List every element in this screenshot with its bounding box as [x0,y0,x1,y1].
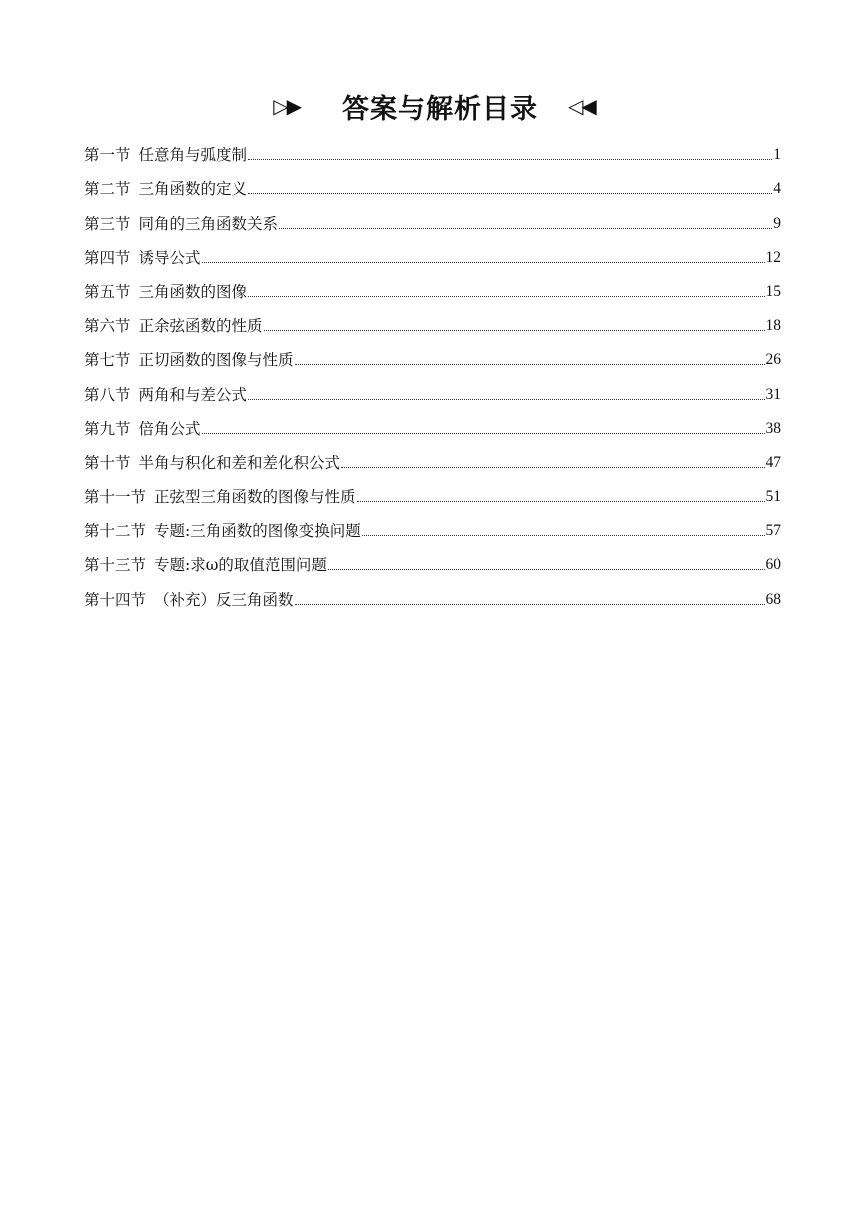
toc-section-number: 第九节 [84,419,131,438]
toc-dot-leader [279,228,772,229]
toc-section-title: 半角与积化和差和差化积公式 [138,453,341,472]
toc-page-number: 9 [773,214,781,232]
toc-page-number: 60 [765,556,781,574]
toc-section-number: 第一节 [84,146,131,165]
toc-dot-leader [248,296,764,297]
toc-section-number: 第二节 [84,180,131,199]
toc-section-number: 第五节 [84,282,131,301]
toc-dot-leader [341,467,764,468]
toc-section-title: 任意角与弧度制 [138,146,248,165]
right-triangle-icon: ▷▶ [273,94,300,118]
toc-section-number: 第十一节 [84,488,147,507]
toc-entry[interactable] [84,302,781,336]
toc-dot-leader [357,501,765,502]
toc-dot-leader [248,159,772,160]
toc-section-title: 倍角公式 [138,419,201,438]
toc-section-title: 两角和与差公式 [138,385,248,404]
toc-section-number: 第十二节 [84,522,147,541]
toc-section-number: 第七节 [84,351,131,370]
toc-section-title: 同角的三角函数关系 [138,214,279,233]
toc-entry[interactable] [84,199,781,233]
toc-entry[interactable] [84,234,781,268]
toc-entry[interactable] [84,165,781,199]
toc-dot-leader [295,604,765,605]
toc-dot-leader [202,433,765,434]
toc-page-number: 15 [765,282,781,300]
toc-section-title: 专题:三角函数的图像变换问题 [154,522,361,541]
toc-entry[interactable] [84,439,781,473]
toc-section-number: 第六节 [84,317,131,336]
toc-section-number: 第十三节 [84,556,147,575]
toc-page-number: 51 [765,488,781,506]
toc-entry[interactable] [84,405,781,439]
toc-dot-leader [248,399,764,400]
toc-entry[interactable] [84,370,781,404]
toc-section-number: 第十四节 [84,590,147,609]
toc-entry[interactable] [84,268,781,302]
toc-page-number: 12 [765,248,781,266]
toc-dot-leader [328,569,765,570]
toc-section-title: 正余弦函数的性质 [138,317,263,336]
toc-section-number: 第四节 [84,248,131,267]
toc-page-number: 26 [765,351,781,369]
toc-section-title: 正切函数的图像与性质 [138,351,294,370]
toc-dot-leader [295,364,765,365]
toc-entry[interactable] [84,336,781,370]
toc-page-number: 1 [773,146,781,164]
toc-section-number: 第三节 [84,214,131,233]
toc-section-title: （补充）反三角函数 [154,590,294,609]
toc-section-number: 第八节 [84,385,131,404]
toc-entry[interactable] [84,131,781,165]
toc-page-number: 38 [765,419,781,437]
toc-page-number: 68 [765,590,781,608]
toc-section-title: 三角函数的定义 [138,180,248,199]
toc-entry[interactable] [84,473,781,507]
left-triangle-icon: ◁◀ [568,94,595,118]
table-of-contents [84,131,781,610]
toc-section-title: 诱导公式 [138,248,201,267]
toc-dot-leader [264,330,765,331]
toc-dot-leader [248,193,772,194]
toc-section-title: 正弦型三角函数的图像与性质 [154,488,356,507]
toc-page-number: 31 [765,385,781,403]
toc-page-number: 57 [765,522,781,540]
toc-section-number: 第十节 [84,453,131,472]
toc-page-number: 47 [765,453,781,471]
toc-page-number: 18 [765,317,781,335]
toc-section-title: 专题:求ω的取值范围问题 [154,556,327,575]
toc-entry[interactable] [84,541,781,575]
toc-entry[interactable] [84,575,781,609]
toc-section-title: 三角函数的图像 [138,282,248,301]
toc-header [0,86,868,126]
toc-dot-leader [362,535,765,536]
toc-page-number: 4 [773,180,781,198]
toc-entry[interactable] [84,507,781,541]
toc-dot-leader [202,262,765,263]
page-title: 答案与解析目录 [342,93,538,125]
